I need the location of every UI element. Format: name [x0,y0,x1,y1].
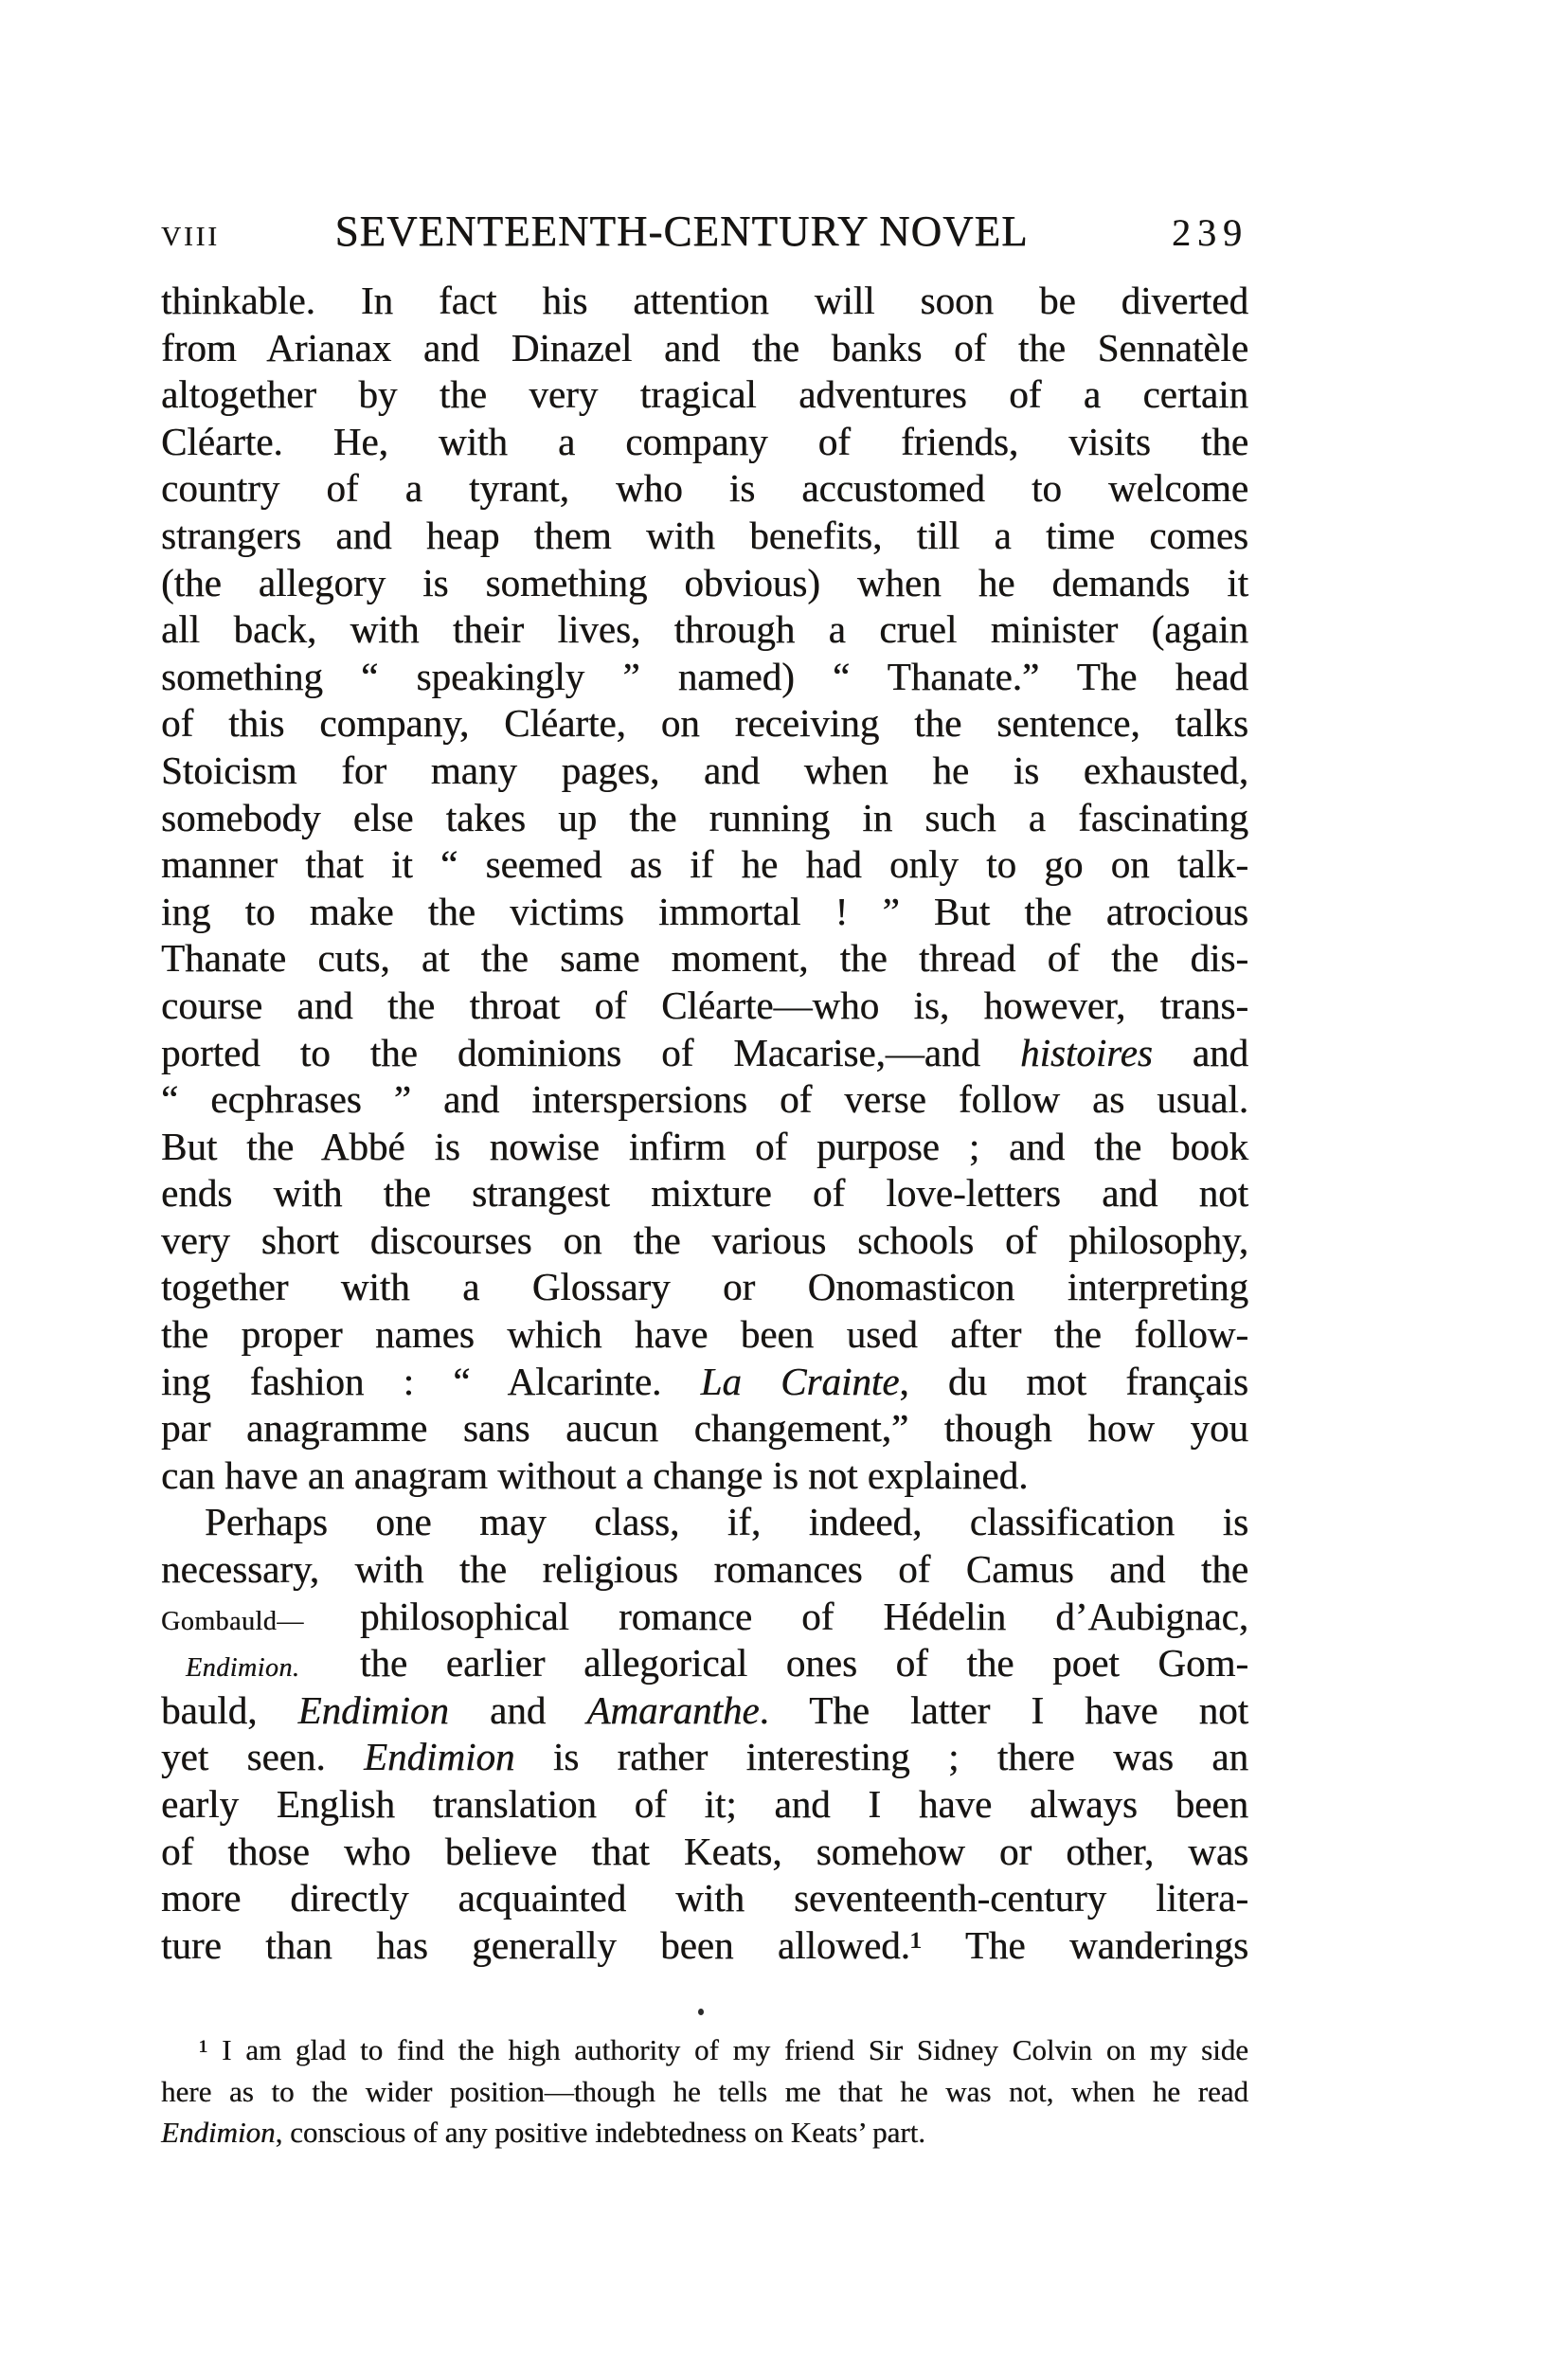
text-line: ture than has generally been allowed.¹ The wanderings [161,1922,1248,1967]
text-line: Stoicism for many pages, and when he is exhausted, [161,748,1248,792]
text-line: of this company, Cléarte, on receiving the sentence, talks [161,701,1248,746]
text-line: ends with the strangest mixture of love-letters and not [161,1171,1248,1216]
footnote-line: Endimion, conscious of any positive indebtedness on Keats’ part. [161,2116,925,2149]
text-line: philosophical romance of Hédelin d’Aubignac, [360,1594,1248,1638]
text-line: the proper names which have been used after the follow- [161,1312,1248,1357]
page-number: 239 [1172,211,1248,254]
text-line: can have an anagram without a change is not explained. [161,1452,1029,1497]
sidenote-endimion: Endimion. [186,1653,300,1684]
text-line: very short discourses on the various schools of philosophy, [161,1217,1248,1262]
text-line-with-sidenote [161,1640,1248,1687]
text-line: thinkable. In fact his attention will soon be diverted [161,279,1248,322]
text-line: ported to the dominions of Macarise,—and histoires and [161,1030,1249,1074]
running-header [161,207,1248,256]
body-text [161,278,1248,1969]
text-line: ing fashion : “ Alcarinte. La Crainte, du mot français [161,1359,1248,1403]
text-line: Thanate cuts, at the same moment, the thread of the dis- [161,936,1248,981]
text-line: somebody else takes up the running in such a fascinating [161,795,1248,839]
text-line: together with a Glossary or Onomasticon interpreting [161,1265,1248,1309]
text-line: But the Abbé is nowise infirm of purpose ; and the book [161,1124,1248,1168]
chapter-number: VIII [161,222,220,252]
text-line: ing to make the victims immortal ! ” But the atrocious [161,889,1248,933]
sidenote-gombauld: Gombauld— [161,1606,304,1636]
text-line: all back, with their lives, through a cruel minister (again [161,607,1248,652]
footnote [161,2029,1248,2154]
text-line: Perhaps one may class, if, indeed, classification is [205,1500,1248,1544]
page-title: SEVENTEENTH-CENTURY NOVEL [334,207,1029,255]
text-line: country of a tyrant, who is accustomed to welcome [161,466,1248,511]
text-line: strangers and heap them with benefits, till a time comes [161,513,1248,557]
text-line: course and the throat of Cléarte—who is, however, trans- [161,983,1248,1027]
text-line: of those who believe that Keats, somehow or other, was [161,1829,1248,1873]
text-line: manner that it “ seemed as if he had only to go on talk- [161,842,1248,887]
text-line: “ ecphrases ” and interspersions of verse follow as usual. [161,1077,1248,1122]
text-line: par anagramme sans aucun changement,” though how you [161,1406,1248,1451]
text-line: more directly acquainted with seventeenth-century litera- [161,1876,1248,1920]
text-line: bauld, Endimion and Amaranthe. The latter I have not [161,1687,1248,1732]
footnote-line: ¹ I am glad to find the high authority of my friend Sir Sidney Colvin on my side [199,2033,1248,2066]
text-line: yet seen. Endimion is rather interesting ; there was an [161,1735,1248,1779]
ink-speck [698,2009,704,2015]
text-line: from Arianax and Dinazel and the banks of the Sennatèle [161,325,1248,370]
text-line: something “ speakingly ” named) “ Thanate.” The head [161,654,1248,698]
text-line: the earlier allegorical ones of the poet Gom- [360,1641,1248,1686]
text-line: necessary, with the religious romances of Camus and the [161,1547,1248,1592]
footnote-line: here as to the wider position—though he tells me that he was not, when he read [161,2074,1248,2108]
text-line: altogether by the very tragical adventures of a certain [161,372,1248,417]
text-line: (the allegory is something obvious) when he demands it [161,560,1248,604]
text-line-with-sidenote [161,1594,1248,1641]
text-line: early English translation of it; and I have always been [161,1782,1248,1826]
text-line: Cléarte. He, with a company of friends, visits the [161,419,1248,463]
